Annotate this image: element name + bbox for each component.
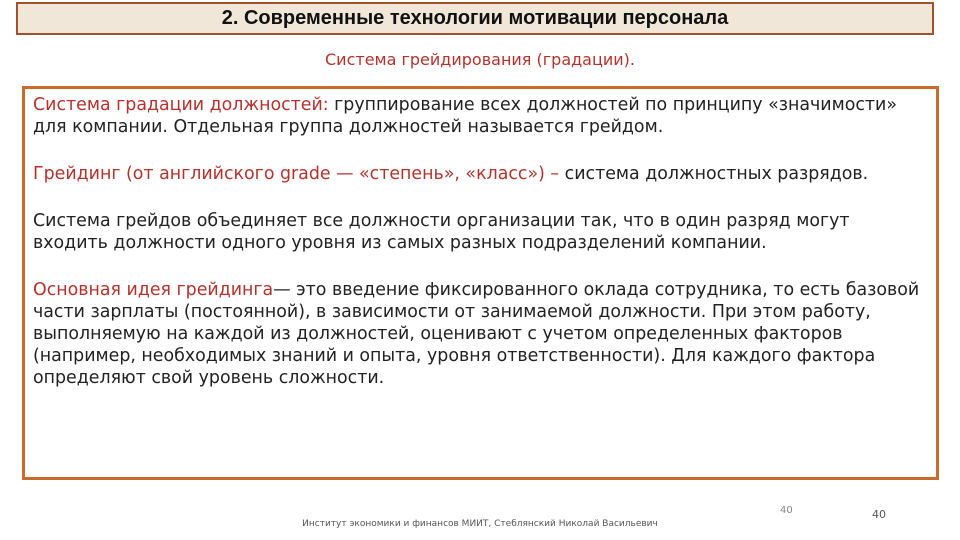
definition-main-idea: — это введение фиксированного оклада сотрудника, то есть базовой части зарплаты (постоянной), в зависимости от занимаемой должности. При этом работу, выполняемую на каждой из должностей, оценивают с учетом определенных факторов (например, необходимых знаний и опыта, уровня ответственности). Для каждого фактора определяют свой уровень сложности. (33, 280, 920, 388)
paragraph-main-idea (33, 279, 924, 389)
content-box (22, 86, 939, 480)
slide-number: 40 (872, 508, 886, 521)
definition-grading: система должностных разрядов. (559, 164, 869, 184)
term-grading: Грейдинг (от английского grade — «степень», «класс») – (33, 164, 560, 184)
paragraph-grading (33, 163, 924, 185)
title-bar (16, 2, 934, 35)
slide-title: 2. Современные технологии мотивации персонала (221, 7, 729, 29)
definition-grading-system: группирование всех должностей по принципу «значимости» для компании. Отдельная группа должностей называется грейдом. (33, 95, 898, 137)
term-main-idea: Основная идея грейдинга (33, 280, 274, 300)
paragraph-grading-system (33, 94, 924, 138)
paragraph-grade-system (33, 210, 924, 254)
slide-subtitle: Система грейдирования (градации). (325, 50, 635, 69)
term-grading-system: Система градации должностей: (33, 95, 329, 115)
text-grade-system: Система грейдов объединяет все должности организации так, что в один разряд могут входить должности одного уровня из самых разных подразделений компании. (33, 211, 850, 253)
footer-author: Институт экономики и финансов МИИТ, Стеблянский Николай Васильевич (302, 519, 658, 529)
page-number: 40 (780, 505, 793, 516)
